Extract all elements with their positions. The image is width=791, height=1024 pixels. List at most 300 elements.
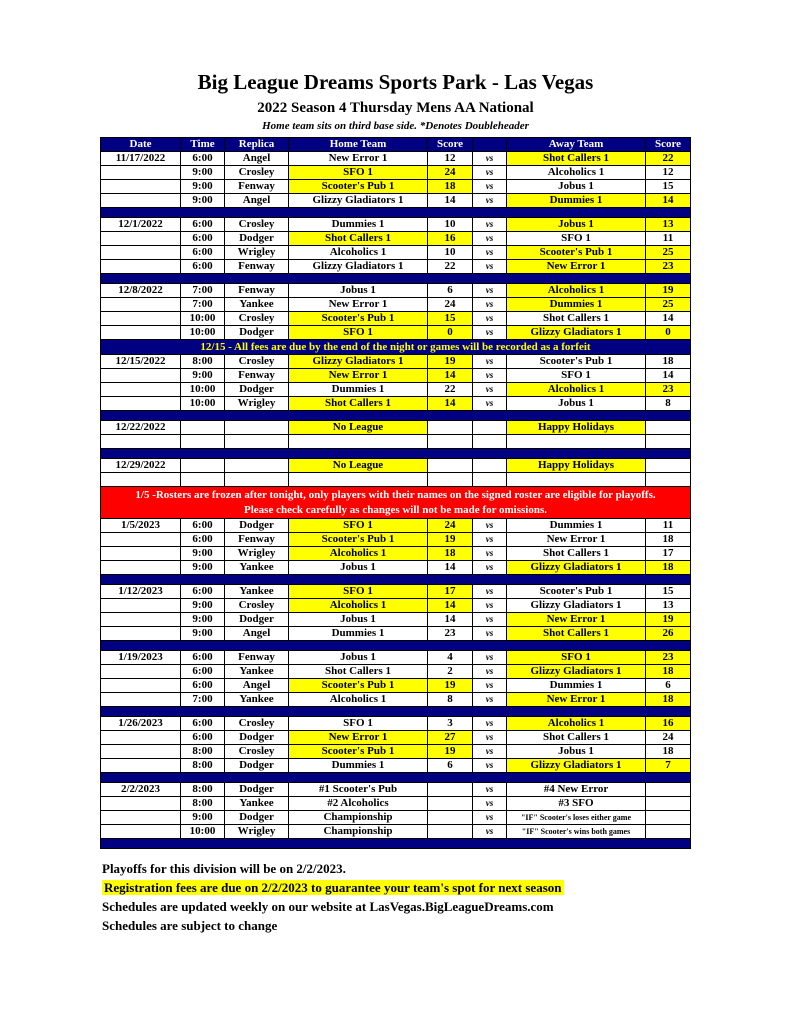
replica-cell <box>225 459 289 473</box>
home-team-cell: #1 Scooter's Pub <box>289 783 428 797</box>
home-score-cell: 22 <box>428 260 473 274</box>
separator-band <box>101 208 691 218</box>
vs-label: vs <box>473 312 507 326</box>
table-header-row <box>101 138 691 152</box>
home-score-cell <box>428 811 473 825</box>
game-row <box>101 260 691 274</box>
time-cell: 7:00 <box>181 284 225 298</box>
home-team-cell: SFO 1 <box>289 326 428 340</box>
away-score-cell <box>646 783 691 797</box>
home-team-cell: Championship <box>289 811 428 825</box>
time-cell: 9:00 <box>181 613 225 627</box>
date-cell <box>101 811 181 825</box>
time-cell: 6:00 <box>181 679 225 693</box>
away-score-cell: 14 <box>646 194 691 208</box>
time-cell: 10:00 <box>181 383 225 397</box>
replica-cell: Dodger <box>225 613 289 627</box>
away-score-cell: 23 <box>646 651 691 665</box>
away-score-cell: 26 <box>646 627 691 641</box>
away-score-cell: 18 <box>646 533 691 547</box>
away-team-cell: #3 SFO <box>507 797 646 811</box>
replica-cell: Angel <box>225 194 289 208</box>
home-team-cell <box>289 435 428 449</box>
replica-cell: Wrigley <box>225 397 289 411</box>
time-cell: 6:00 <box>181 152 225 166</box>
time-cell: 6:00 <box>181 246 225 260</box>
home-score-cell <box>428 783 473 797</box>
game-row <box>101 312 691 326</box>
banner-line: Please check carefully as changes will not be made for omissions. <box>244 503 547 516</box>
home-score-cell: 14 <box>428 194 473 208</box>
time-cell <box>181 421 225 435</box>
separator-band <box>101 274 691 284</box>
away-team-cell: Jobus 1 <box>507 745 646 759</box>
game-row <box>101 284 691 298</box>
date-cell: 12/8/2022 <box>101 284 181 298</box>
vs-label: vs <box>473 585 507 599</box>
away-score-cell: 19 <box>646 613 691 627</box>
away-score-cell: 13 <box>646 599 691 613</box>
time-cell: 9:00 <box>181 627 225 641</box>
home-team-cell: Scooter's Pub 1 <box>289 180 428 194</box>
date-cell <box>101 561 181 575</box>
home-score-cell: 19 <box>428 355 473 369</box>
time-cell: 10:00 <box>181 312 225 326</box>
home-team-cell: Dummies 1 <box>289 627 428 641</box>
away-score-cell: 7 <box>646 759 691 773</box>
home-team-cell: SFO 1 <box>289 585 428 599</box>
date-cell <box>101 599 181 613</box>
game-row <box>101 246 691 260</box>
home-team-cell: Glizzy Gladiators 1 <box>289 194 428 208</box>
game-row <box>101 731 691 745</box>
date-cell <box>101 533 181 547</box>
time-cell: 6:00 <box>181 665 225 679</box>
away-score-cell: 18 <box>646 665 691 679</box>
replica-cell: Dodger <box>225 731 289 745</box>
date-cell <box>101 312 181 326</box>
replica-cell: Wrigley <box>225 547 289 561</box>
replica-cell: Angel <box>225 627 289 641</box>
replica-cell: Yankee <box>225 561 289 575</box>
home-team-cell: Scooter's Pub 1 <box>289 745 428 759</box>
separator-row <box>101 641 691 651</box>
game-row <box>101 152 691 166</box>
home-score-cell: 15 <box>428 312 473 326</box>
home-team-cell: Scooter's Pub 1 <box>289 533 428 547</box>
home-score-cell: 12 <box>428 152 473 166</box>
date-cell: 1/5/2023 <box>101 519 181 533</box>
separator-row <box>101 575 691 585</box>
date-cell <box>101 326 181 340</box>
home-score-cell <box>428 797 473 811</box>
away-score-cell: 15 <box>646 180 691 194</box>
away-team-cell: #4 New Error <box>507 783 646 797</box>
home-score-cell: 24 <box>428 519 473 533</box>
date-cell <box>101 180 181 194</box>
game-row <box>101 218 691 232</box>
away-team-cell: Dummies 1 <box>507 679 646 693</box>
date-cell: 12/15/2022 <box>101 355 181 369</box>
away-score-cell: 15 <box>646 585 691 599</box>
date-cell: 1/12/2023 <box>101 585 181 599</box>
roster-freeze-banner <box>101 487 691 519</box>
time-cell: 8:00 <box>181 759 225 773</box>
home-score-cell: 22 <box>428 383 473 397</box>
home-score-cell: 10 <box>428 246 473 260</box>
banner-line: 1/5 -Rosters are frozen after tonight, only players with their names on the signed roster are eligible for playoffs. <box>135 488 656 501</box>
game-row <box>101 759 691 773</box>
away-team-cell: Glizzy Gladiators 1 <box>507 665 646 679</box>
home-score-cell: 23 <box>428 627 473 641</box>
game-row <box>101 665 691 679</box>
game-row <box>101 383 691 397</box>
time-cell: 9:00 <box>181 599 225 613</box>
date-cell <box>101 194 181 208</box>
vs-label: vs <box>473 561 507 575</box>
home-team-cell: Scooter's Pub 1 <box>289 312 428 326</box>
home-score-cell: 16 <box>428 232 473 246</box>
vs-label: vs <box>473 759 507 773</box>
home-score-cell: 19 <box>428 679 473 693</box>
home-team-cell: Shot Callers 1 <box>289 665 428 679</box>
time-cell: 6:00 <box>181 651 225 665</box>
date-cell <box>101 679 181 693</box>
game-row <box>101 561 691 575</box>
date-cell <box>101 627 181 641</box>
away-team-cell: Glizzy Gladiators 1 <box>507 561 646 575</box>
vs-label: vs <box>473 519 507 533</box>
game-row <box>101 547 691 561</box>
away-score-cell: 14 <box>646 369 691 383</box>
vs-label: vs <box>473 383 507 397</box>
replica-cell: Fenway <box>225 533 289 547</box>
separator-row <box>101 707 691 717</box>
date-cell: 11/17/2022 <box>101 152 181 166</box>
playoffs-date-note: Playoffs for this division will be on 2/2/2023. <box>102 861 346 876</box>
home-team-cell <box>289 473 428 487</box>
away-score-cell: 18 <box>646 693 691 707</box>
replica-cell: Yankee <box>225 585 289 599</box>
time-cell: 8:00 <box>181 745 225 759</box>
date-cell <box>101 397 181 411</box>
home-score-cell: 14 <box>428 613 473 627</box>
replica-cell: Dodger <box>225 383 289 397</box>
home-team-cell: Jobus 1 <box>289 284 428 298</box>
away-team-cell: Glizzy Gladiators 1 <box>507 326 646 340</box>
away-team-cell: New Error 1 <box>507 260 646 274</box>
time-cell: 6:00 <box>181 533 225 547</box>
game-row <box>101 627 691 641</box>
time-cell: 9:00 <box>181 180 225 194</box>
time-cell: 9:00 <box>181 547 225 561</box>
vs-label: vs <box>473 651 507 665</box>
away-team-cell: Scooter's Pub 1 <box>507 355 646 369</box>
vs-label: vs <box>473 232 507 246</box>
home-team-cell: Jobus 1 <box>289 561 428 575</box>
home-team-cell: No League <box>289 459 428 473</box>
time-cell: 9:00 <box>181 811 225 825</box>
home-team-cell: New Error 1 <box>289 369 428 383</box>
game-row <box>101 717 691 731</box>
away-team-cell <box>507 435 646 449</box>
time-cell: 10:00 <box>181 825 225 839</box>
time-cell: 9:00 <box>181 561 225 575</box>
home-team-cell: Dummies 1 <box>289 383 428 397</box>
away-team-cell: Shot Callers 1 <box>507 152 646 166</box>
date-cell: 1/19/2023 <box>101 651 181 665</box>
away-score-cell: 17 <box>646 547 691 561</box>
away-team-cell: Alcoholics 1 <box>507 284 646 298</box>
replica-cell: Crosley <box>225 599 289 613</box>
replica-cell: Yankee <box>225 298 289 312</box>
time-cell: 9:00 <box>181 369 225 383</box>
home-score-cell: 14 <box>428 369 473 383</box>
game-row <box>101 194 691 208</box>
vs-label: vs <box>473 166 507 180</box>
away-team-cell: Alcoholics 1 <box>507 166 646 180</box>
home-score-cell: 24 <box>428 298 473 312</box>
game-row <box>101 825 691 839</box>
time-cell: 6:00 <box>181 218 225 232</box>
away-score-cell: 25 <box>646 246 691 260</box>
away-score-cell: 23 <box>646 260 691 274</box>
away-team-cell: SFO 1 <box>507 651 646 665</box>
home-score-cell: 14 <box>428 561 473 575</box>
home-score-cell: 8 <box>428 693 473 707</box>
home-score-cell: 4 <box>428 651 473 665</box>
away-team-cell <box>507 473 646 487</box>
vs-label: vs <box>473 298 507 312</box>
away-score-cell <box>646 435 691 449</box>
col-away-team-header: Away Team <box>507 138 646 152</box>
home-team-cell: Championship <box>289 825 428 839</box>
game-row <box>101 613 691 627</box>
replica-cell: Wrigley <box>225 246 289 260</box>
date-cell <box>101 383 181 397</box>
time-cell: 10:00 <box>181 326 225 340</box>
home-team-cell: Shot Callers 1 <box>289 397 428 411</box>
away-team-cell: Shot Callers 1 <box>507 731 646 745</box>
home-team-cell: Alcoholics 1 <box>289 547 428 561</box>
col-time-header: Time <box>181 138 225 152</box>
vs-label: vs <box>473 679 507 693</box>
date-cell <box>101 260 181 274</box>
away-score-cell: 16 <box>646 717 691 731</box>
vs-label: vs <box>473 613 507 627</box>
replica-cell: Crosley <box>225 218 289 232</box>
home-team-cell: Dummies 1 <box>289 759 428 773</box>
separator-band <box>101 641 691 651</box>
game-row <box>101 355 691 369</box>
home-score-cell <box>428 825 473 839</box>
time-cell <box>181 473 225 487</box>
away-team-cell: Shot Callers 1 <box>507 627 646 641</box>
away-score-cell: 12 <box>646 166 691 180</box>
vs-label: vs <box>473 825 507 839</box>
time-cell: 7:00 <box>181 298 225 312</box>
home-score-cell: 18 <box>428 547 473 561</box>
away-score-cell: 11 <box>646 232 691 246</box>
away-team-cell: Happy Holidays <box>507 459 646 473</box>
away-team-cell: Shot Callers 1 <box>507 547 646 561</box>
replica-cell: Dodger <box>225 232 289 246</box>
game-row <box>101 166 691 180</box>
vs-label: vs <box>473 783 507 797</box>
home-team-cell: SFO 1 <box>289 519 428 533</box>
home-team-cell: SFO 1 <box>289 166 428 180</box>
footer-notes <box>102 859 791 935</box>
away-team-cell: Happy Holidays <box>507 421 646 435</box>
away-team-cell: Alcoholics 1 <box>507 383 646 397</box>
home-team-cell: Glizzy Gladiators 1 <box>289 355 428 369</box>
home-score-cell: 19 <box>428 745 473 759</box>
replica-cell <box>225 421 289 435</box>
game-row <box>101 180 691 194</box>
home-team-cell: Shot Callers 1 <box>289 232 428 246</box>
away-team-cell: New Error 1 <box>507 533 646 547</box>
away-score-cell: 0 <box>646 326 691 340</box>
schedule-table <box>100 137 691 849</box>
replica-cell: Dodger <box>225 783 289 797</box>
date-cell: 12/29/2022 <box>101 459 181 473</box>
home-score-cell: 27 <box>428 731 473 745</box>
separator-row <box>101 773 691 783</box>
date-cell <box>101 298 181 312</box>
time-cell <box>181 459 225 473</box>
away-score-cell <box>646 459 691 473</box>
separator-band <box>101 449 691 459</box>
game-row <box>101 745 691 759</box>
separator-row <box>101 411 691 421</box>
home-score-cell: 14 <box>428 599 473 613</box>
home-score-cell: 17 <box>428 585 473 599</box>
date-cell: 2/2/2023 <box>101 783 181 797</box>
vs-label: vs <box>473 397 507 411</box>
away-score-cell <box>646 797 691 811</box>
date-cell <box>101 246 181 260</box>
away-score-cell <box>646 421 691 435</box>
replica-cell: Crosley <box>225 166 289 180</box>
game-row <box>101 298 691 312</box>
away-team-cell: Jobus 1 <box>507 397 646 411</box>
home-score-cell <box>428 421 473 435</box>
replica-cell: Crosley <box>225 312 289 326</box>
away-score-cell <box>646 825 691 839</box>
game-row <box>101 811 691 825</box>
vs-label: vs <box>473 797 507 811</box>
subject-to-change-note: Schedules are subject to change <box>102 918 278 933</box>
vs-label: vs <box>473 355 507 369</box>
replica-cell <box>225 473 289 487</box>
home-score-cell: 6 <box>428 284 473 298</box>
game-row <box>101 693 691 707</box>
away-score-cell: 19 <box>646 284 691 298</box>
home-team-cell: Jobus 1 <box>289 651 428 665</box>
away-team-cell: Shot Callers 1 <box>507 312 646 326</box>
away-score-cell <box>646 811 691 825</box>
home-team-cell: #2 Alcoholics <box>289 797 428 811</box>
home-score-cell: 3 <box>428 717 473 731</box>
home-team-cell: Glizzy Gladiators 1 <box>289 260 428 274</box>
date-cell <box>101 731 181 745</box>
separator-band <box>101 773 691 783</box>
time-cell: 10:00 <box>181 397 225 411</box>
game-row <box>101 651 691 665</box>
separator-band <box>101 839 691 849</box>
separator-row <box>101 449 691 459</box>
home-score-cell: 24 <box>428 166 473 180</box>
fee-notice-text: 12/15 - All fees are due by the end of the night or games will be recorded as a forfeit <box>101 340 691 355</box>
vs-label: vs <box>473 665 507 679</box>
away-score-cell: 18 <box>646 355 691 369</box>
away-score-cell: 8 <box>646 397 691 411</box>
vs-label: vs <box>473 693 507 707</box>
away-score-cell: 11 <box>646 519 691 533</box>
away-team-cell: Jobus 1 <box>507 180 646 194</box>
home-score-cell: 6 <box>428 759 473 773</box>
date-cell <box>101 825 181 839</box>
home-team-cell: New Error 1 <box>289 298 428 312</box>
time-cell <box>181 435 225 449</box>
vs-label: vs <box>473 731 507 745</box>
home-team-cell: SFO 1 <box>289 717 428 731</box>
away-team-cell: Jobus 1 <box>507 218 646 232</box>
away-score-cell: 18 <box>646 561 691 575</box>
date-cell <box>101 797 181 811</box>
separator-band <box>101 575 691 585</box>
date-cell <box>101 613 181 627</box>
time-cell: 8:00 <box>181 797 225 811</box>
replica-cell: Fenway <box>225 180 289 194</box>
separator-row <box>101 208 691 218</box>
vs-label <box>473 421 507 435</box>
col-away-score-header: Score <box>646 138 691 152</box>
vs-label <box>473 435 507 449</box>
replica-cell: Angel <box>225 152 289 166</box>
away-team-cell: Glizzy Gladiators 1 <box>507 759 646 773</box>
away-score-cell <box>646 473 691 487</box>
away-team-cell: Scooter's Pub 1 <box>507 585 646 599</box>
registration-fees-line <box>102 878 791 897</box>
vs-label: vs <box>473 260 507 274</box>
vs-label: vs <box>473 745 507 759</box>
vs-label: vs <box>473 326 507 340</box>
replica-cell: Dodger <box>225 519 289 533</box>
time-cell: 9:00 <box>181 194 225 208</box>
replica-cell: Yankee <box>225 797 289 811</box>
vs-label: vs <box>473 284 507 298</box>
separator-band <box>101 411 691 421</box>
replica-cell: Wrigley <box>225 825 289 839</box>
vs-label: vs <box>473 533 507 547</box>
vs-label: vs <box>473 717 507 731</box>
time-cell: 6:00 <box>181 585 225 599</box>
replica-cell: Crosley <box>225 717 289 731</box>
date-cell <box>101 369 181 383</box>
vs-label: vs <box>473 811 507 825</box>
holiday-row <box>101 459 691 473</box>
time-cell: 6:00 <box>181 717 225 731</box>
date-cell: 12/1/2022 <box>101 218 181 232</box>
date-cell <box>101 745 181 759</box>
col-replica-header: Replica <box>225 138 289 152</box>
away-score-cell: 23 <box>646 383 691 397</box>
vs-label: vs <box>473 599 507 613</box>
roster-freeze-text <box>101 487 691 519</box>
website-note: Schedules are updated weekly on our website at LasVegas.BigLeagueDreams.com <box>102 899 554 914</box>
away-team-cell: Dummies 1 <box>507 194 646 208</box>
